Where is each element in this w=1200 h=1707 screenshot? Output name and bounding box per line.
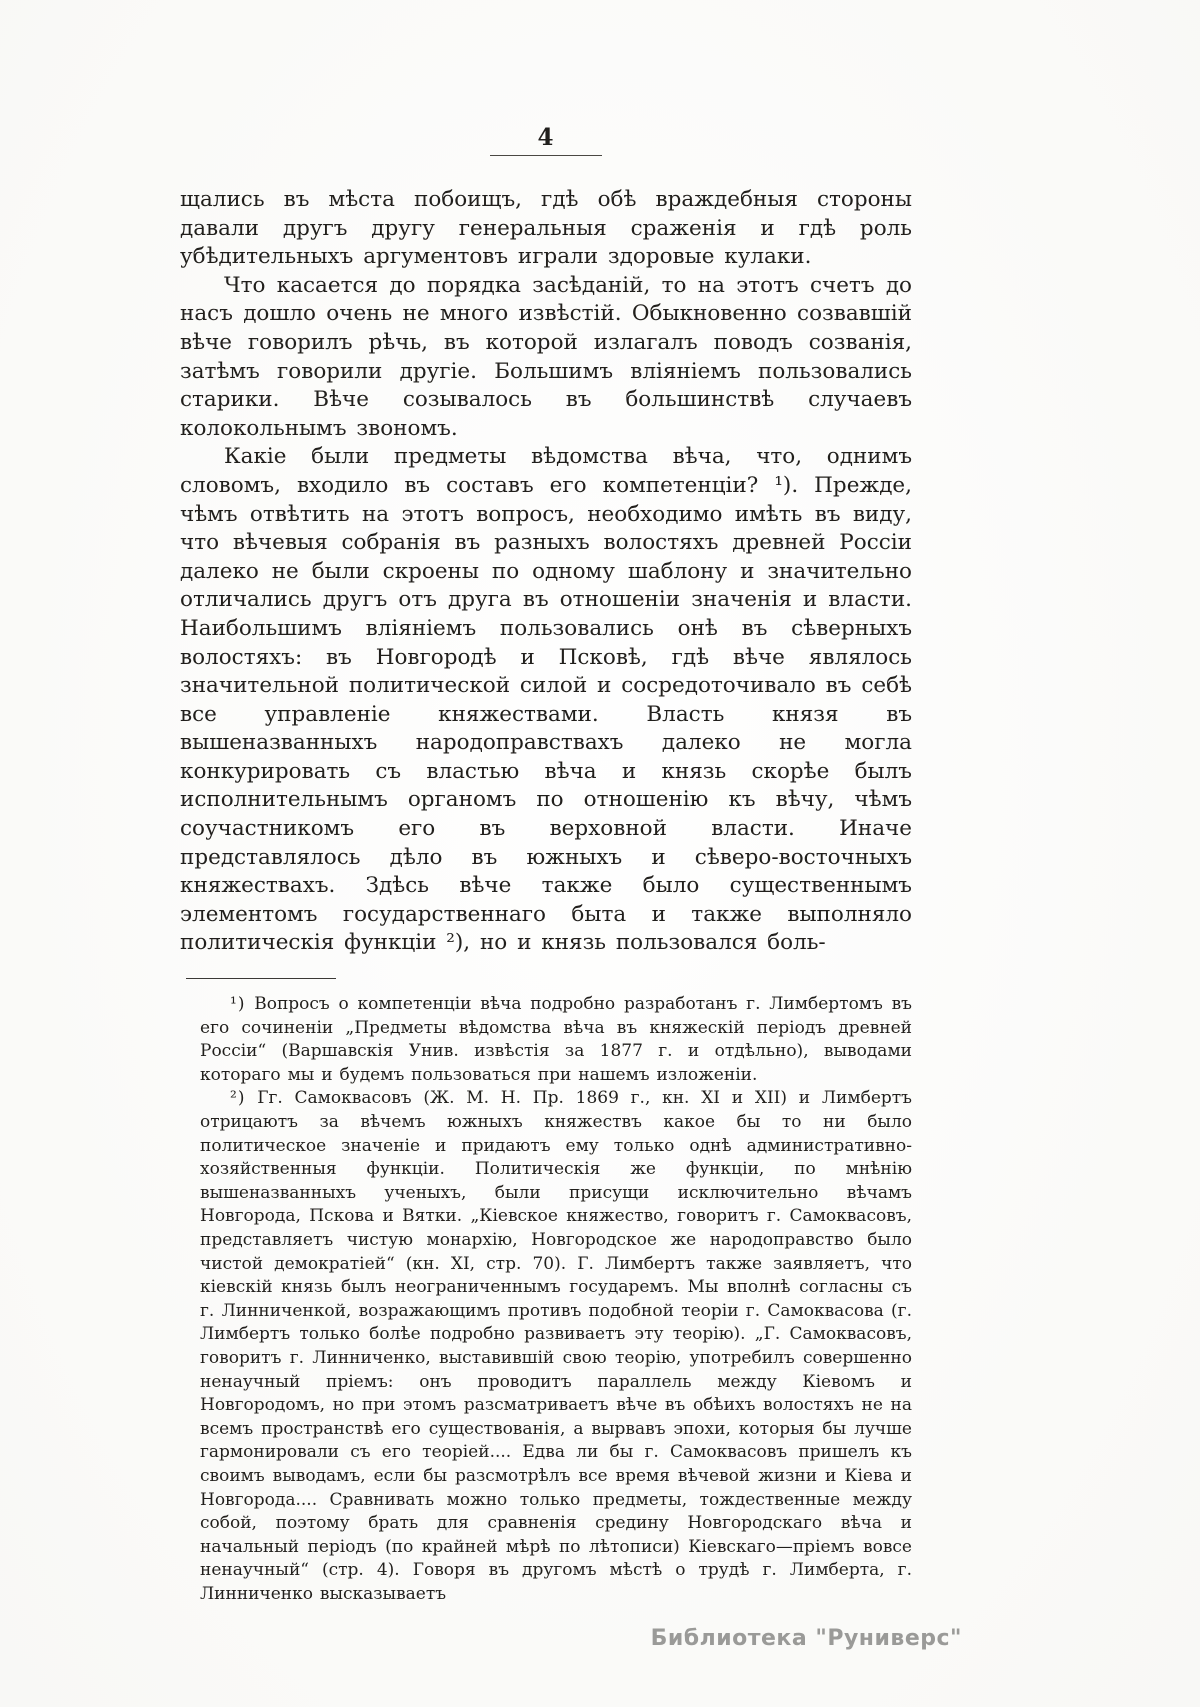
footnote-marker: ²) [230,1088,246,1109]
footnote-marker: ¹) [230,994,246,1015]
footnote [200,993,912,1087]
footnote [200,1087,912,1606]
page-header [180,126,912,156]
footnote-text: Вопросъ о компетенціи вѣча подробно разработанъ г. Лимбертомъ въ его сочиненіи „Предметы вѣдомства вѣча въ княжескій періодъ древней Россіи“ (Варшавскія Унив. извѣстія за 1877 г. и отдѣльно), выводами котораго мы и будемъ пользоваться при нашемъ изложеніи. [200,994,913,1085]
body-paragraph: щались въ мѣста побоищъ, гдѣ обѣ враждебныя стороны давали другъ другу генеральныя сраженія и гдѣ роль убѣдительныхъ аргументовъ играли здоровые кулаки. [180,187,912,270]
footnote-text: Гг. Самоквасовъ (Ж. М. Н. Пр. 1869 г., кн. XI и XII) и Лимбертъ отрицаютъ за вѣчемъ южныхъ княжествъ какое бы то ни было политическое значеніе и придаютъ ему только однѣ административно-хозяйственныя функціи. Политическія же функціи, по мнѣнію вышеназванныхъ ученыхъ, были присущи исключительно вѣчамъ Новгорода, Пскова и Вятки. „Кіевское княжество, говоритъ г. Самоквасовъ, представляетъ чистую монархію, Новгородское же народоправство было чистой демократіей“ (кн. XI, стр. 70). Г. Лимбертъ также заявляетъ, что кіевскій князь былъ неограниченнымъ государемъ. Мы вполнѣ согласны съ г. Линниченкой, возражающимъ противъ подобной теоріи г. Самоквасова (г. Лимбертъ только болѣе подробно развиваетъ эту теорію). „Г. Самоквасовъ, говоритъ г. Линниченко, выставившій свою теорію, употребилъ совершенно ненаучный пріемъ: онъ проводитъ параллель между Кіевомъ и Новгородомъ, но при этомъ разсматриваетъ вѣче въ обѣихъ волостяхъ не на всемъ пространствѣ его существованія, а вырвавъ эпохи, которыя бы лучше гармонировали съ его теоріей.... Едва ли бы г. Самоквасовъ пришелъ къ своимъ выводамъ, если бы разсмотрѣлъ все время вѣчевой жизни и Кіева и Новгорода.... Сравнивать можно только предметы, тождественные между собой, поэтому брать для сравненія средину Новгородскаго вѣча и начальный періодъ (по крайней мѣрѣ по лѣтописи) Кіевскаго—пріемъ вовсе ненаучный“ (стр. 4). Говоря въ другомъ мѣстѣ о трудѣ г. Лимберта, г. Линниченко высказываетъ [200,1088,912,1604]
body-paragraph: Что касается до порядка засѣданій, то на этотъ счетъ до насъ дошло очень не много извѣстій. Обыкновенно созвавшій вѣче говорилъ рѣчь, въ которой излагалъ поводъ созванія, затѣмъ говорили другіе. Большимъ вліяніемъ пользовались старики. Вѣче созывалось въ большинствѣ случаевъ колокольнымъ звономъ. [180,272,912,441]
library-watermark: Библиотека "Руниверс" [650,1626,962,1651]
footnotes-block [200,993,912,1606]
body-paragraph: Какіе были предметы вѣдомства вѣча, что, однимъ словомъ, входило въ составъ его компетенціи? ¹). Прежде, чѣмъ отвѣтить на этотъ вопросъ, необходимо имѣть въ виду, что вѣчевыя собранія въ разныхъ волостяхъ древней Россіи далеко не были скроены по одному шаблону и значительно отличались другъ отъ друга въ отношеніи значенія и власти. Наибольшимъ вліяніемъ пользовались онѣ въ сѣверныхъ волостяхъ: въ Новгородѣ и Псковѣ, гдѣ вѣче являлось значительной политической силой и сосредоточивало въ себѣ все управленіе княжествами. Власть князя въ вышеназванныхъ народоправствахъ далеко не могла конкурировать съ властью вѣча и князь скорѣе былъ исполнительнымъ органомъ по отношенію къ вѣчу, чѣмъ соучастникомъ его въ верховной власти. Иначе представлялось дѣло въ южныхъ и сѣверо-восточныхъ княжествахъ. Здѣсь вѣче также было существеннымъ элементомъ государственнаго быта и также выполняло политическія функціи ²), но и князь пользовался боль- [180,444,912,956]
page-number-rule [490,155,602,156]
page-number: 4 [537,124,555,151]
main-text-block [180,186,912,958]
footnote-separator-rule [186,978,336,979]
